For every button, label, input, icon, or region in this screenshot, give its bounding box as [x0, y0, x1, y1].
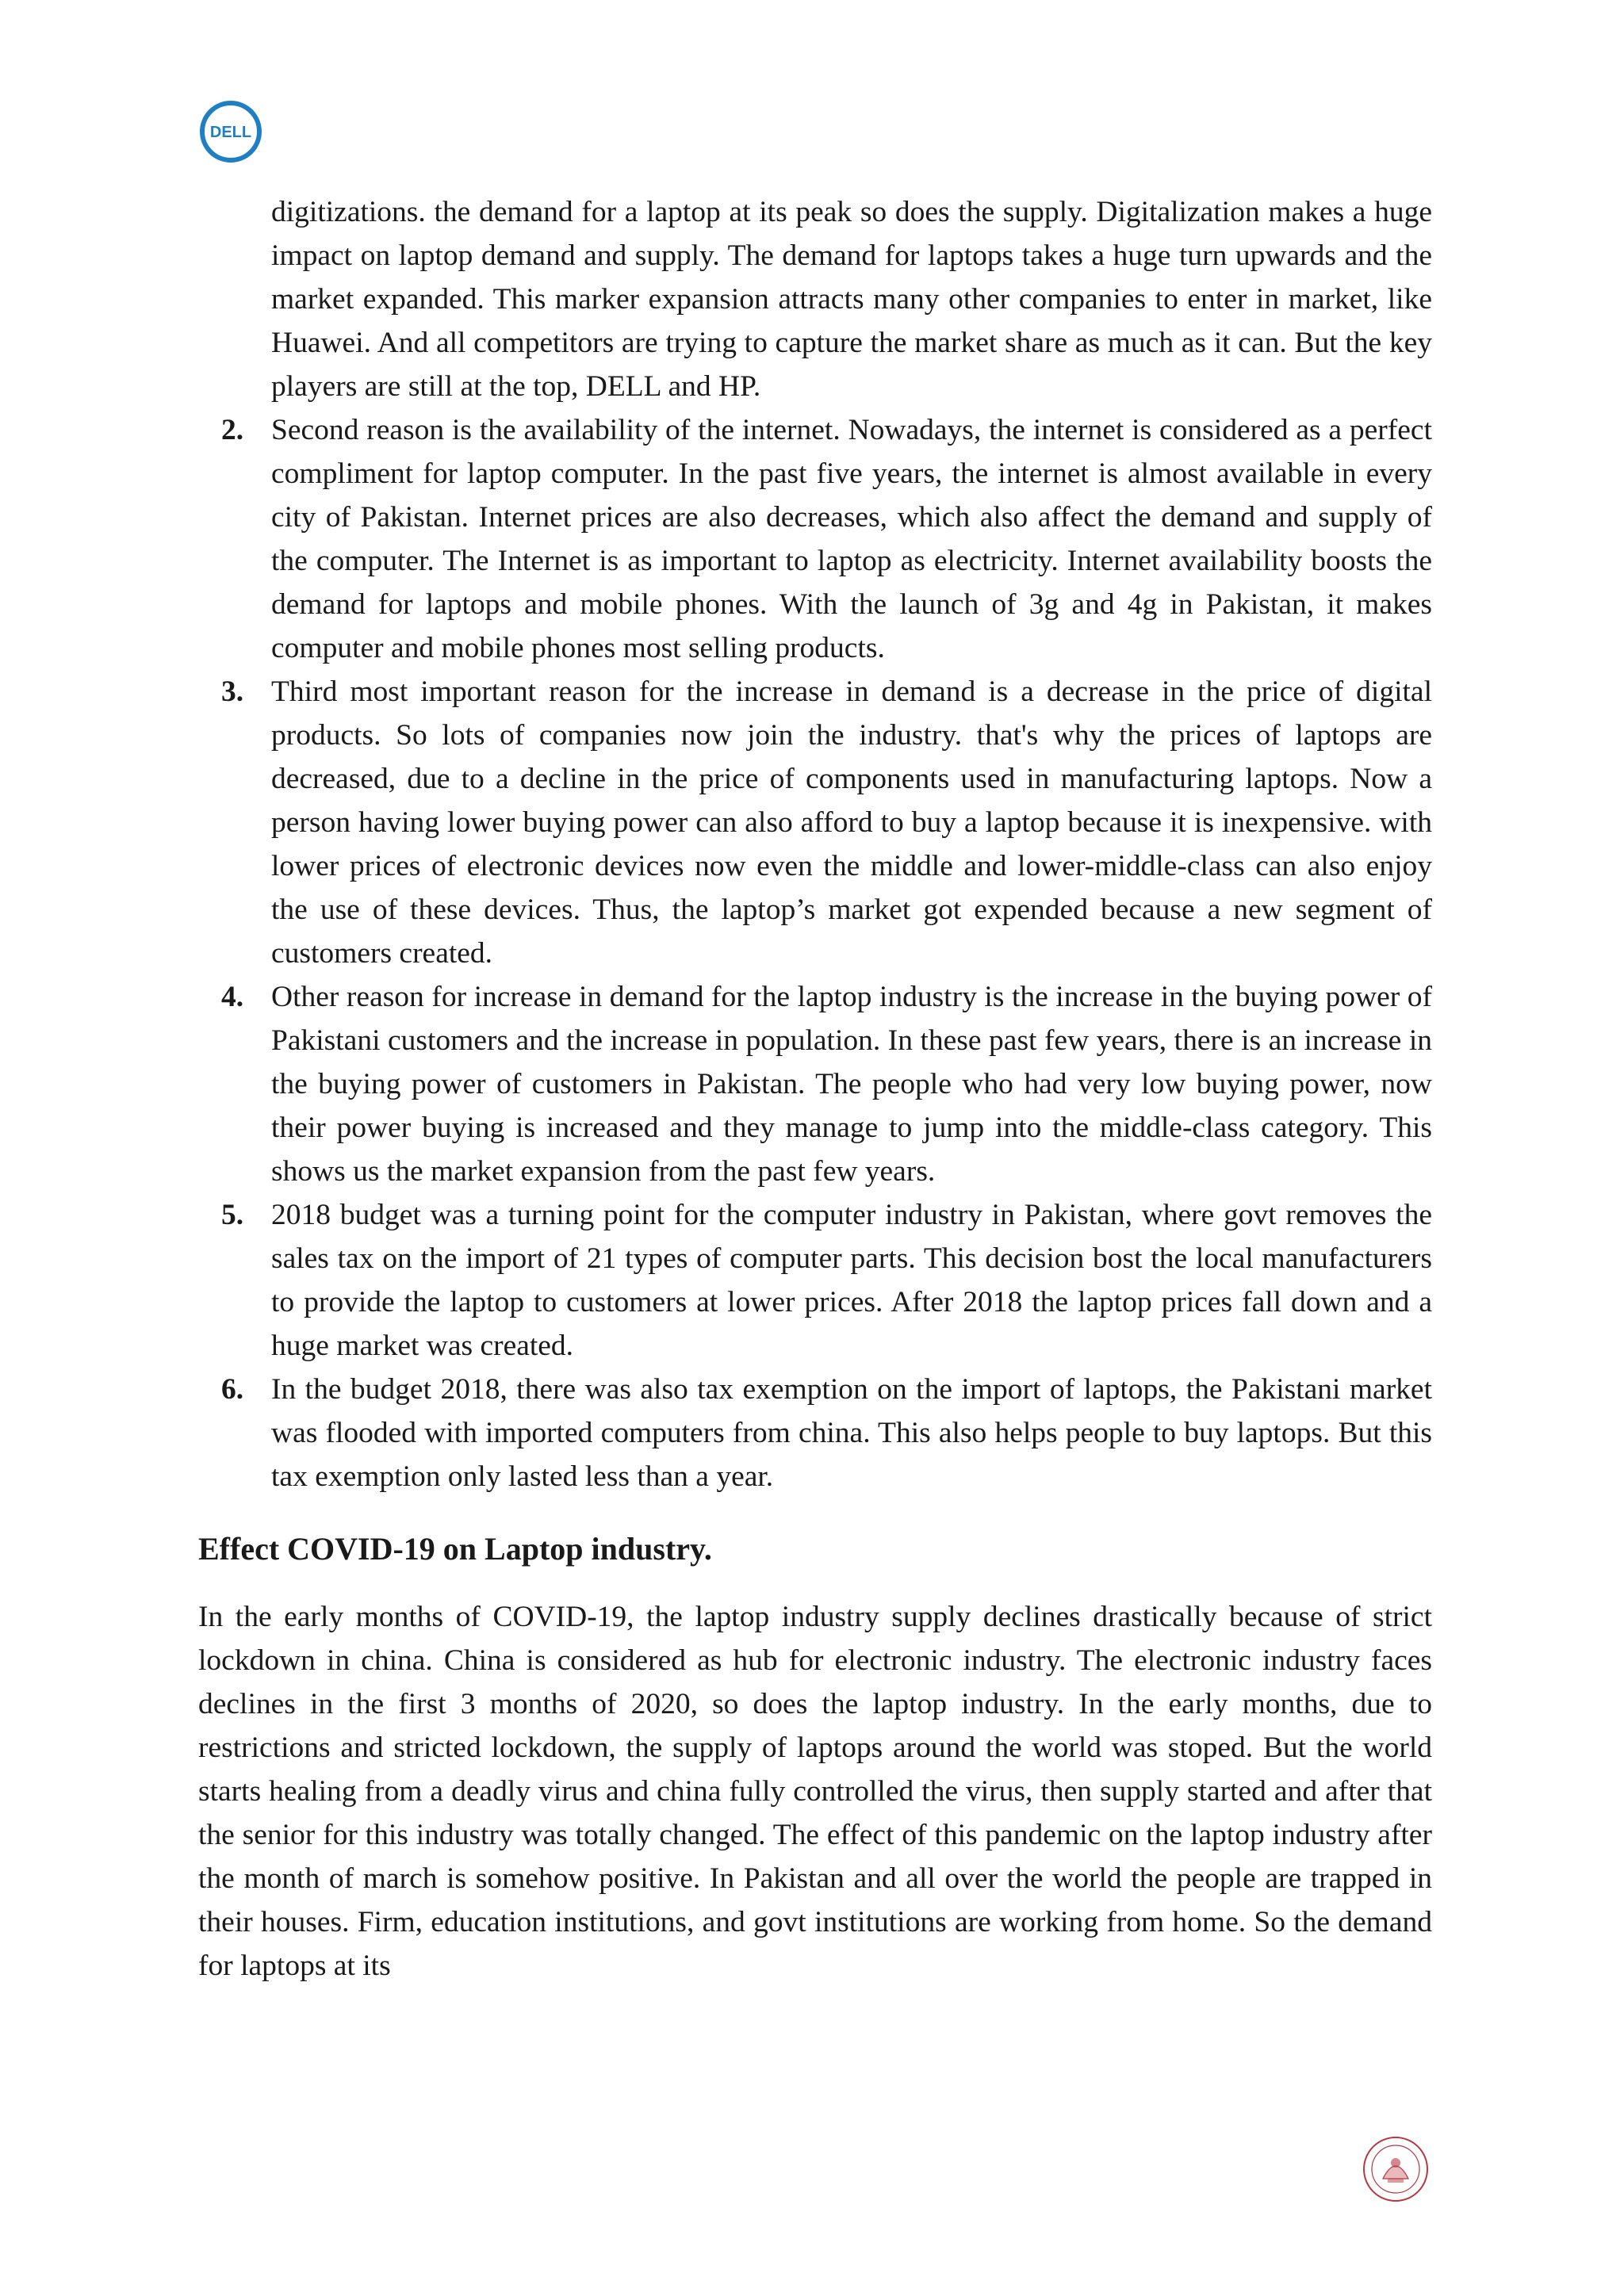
university-seal	[1359, 2133, 1432, 2206]
seal-icon	[1359, 2133, 1432, 2206]
list-item-text: Other reason for increase in demand for the laptop industry is the increase in the buying power of Pakistani customers and the increase in population. In these past few years, there is an increase in the buying power of customers in Pakistan. The people who had very low buying power, now their power buying is increased and they manage to jump into the middle-class category. This shows us the market expansion from the past few years.	[271, 981, 1432, 1188]
list-item	[198, 1193, 1432, 1368]
list-item	[198, 670, 1432, 975]
list-item	[198, 975, 1432, 1193]
list-item-number: 4.	[221, 981, 244, 1013]
section-heading: Effect COVID-19 on Laptop industry.	[198, 1531, 712, 1567]
list-item	[198, 1368, 1432, 1498]
list-item-number: 2.	[221, 414, 244, 446]
dell-logo	[198, 99, 263, 164]
reasons-list	[198, 408, 1432, 1498]
list-item-text: 2018 budget was a turning point for the computer industry in Pakistan, where govt removes the sales tax on the import of 21 types of computer parts. This decision bost the local manufacturers to provide the laptop to customers at lower prices. After 2018 the laptop prices fall down and a huge market was created.	[271, 1199, 1432, 1362]
list-item-text: Third most important reason for the increase in demand is a decrease in the price of digital products. So lots of companies now join the industry. that's why the prices of laptops are decreased, due to a decline in the price of components used in manufacturing laptops. Now a person having lower buying power can also afford to buy a laptop because it is inexpensive. with lower prices of electronic devices now even the middle and lower-middle-class can also enjoy the use of these devices. Thus, the laptop’s market got expended because a new segment of customers created.	[271, 675, 1432, 970]
document-body	[198, 190, 1432, 1988]
list-item-number: 5.	[221, 1199, 244, 1231]
continued-paragraph: digitizations. the demand for a laptop at its peak so does the supply. Digitalization makes a huge impact on laptop demand and supply. The demand for laptops takes a huge turn upwards and the market expanded. This marker expansion attracts many other companies to enter in market, like Huawei. And all competitors are trying to capture the market share as much as it can. But the key players are still at the top, DELL and HP.	[271, 196, 1432, 403]
list-item-text: Second reason is the availability of the internet. Nowadays, the internet is considered as a perfect compliment for laptop computer. In the past five years, the internet is almost available in every city of Pakistan. Internet prices are also decreases, which also affect the demand and supply of the computer. The Internet is as important to laptop as electricity. Internet availability boosts the demand for laptops and mobile phones. With the launch of 3g and 4g in Pakistan, it makes computer and mobile phones most selling products.	[271, 414, 1432, 664]
list-item-number: 3.	[221, 675, 244, 708]
list-item-number: 6.	[221, 1373, 244, 1406]
list-item-text: In the budget 2018, there was also tax exemption on the import of laptops, the Pakistani market was flooded with imported computers from china. This also helps people to buy laptops. But this tax exemption only lasted less than a year.	[271, 1373, 1432, 1493]
dell-logo-icon	[198, 99, 263, 164]
logo-text: DELL	[209, 124, 252, 141]
section-paragraph: In the early months of COVID-19, the laptop industry supply declines drastically because of strict lockdown in china. China is considered as hub for electronic industry. The electronic industry faces declines in the first 3 months of 2020, so does the laptop industry. In the early months, due to restrictions and stricted lockdown, the supply of laptops around the world was stoped. But the world starts healing from a deadly virus and china fully controlled the virus, then supply started and after that the senior for this industry was totally changed. The effect of this pandemic on the laptop industry after the month of march is somehow positive. In Pakistan and all over the world the people are trapped in their houses. Firm, education institutions, and govt institutions are working from home. So the demand for laptops at its	[198, 1601, 1432, 1982]
list-item	[198, 408, 1432, 670]
